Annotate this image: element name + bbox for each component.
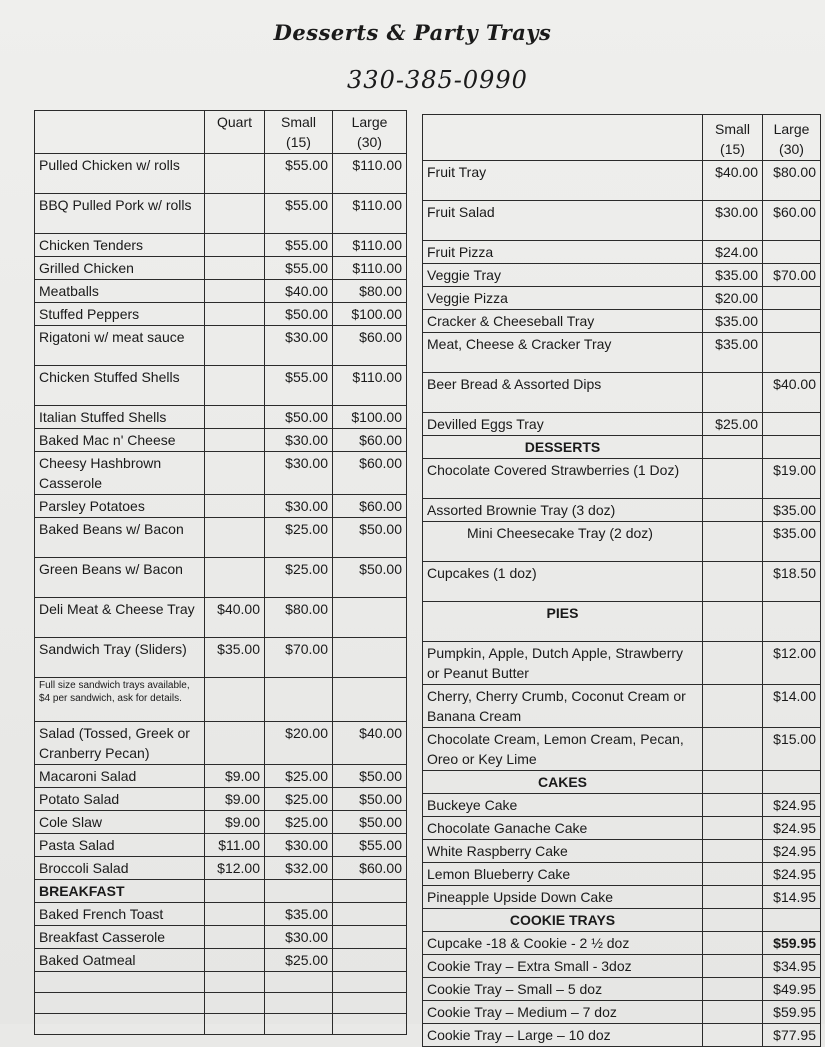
large-price: $12.00 — [763, 642, 821, 685]
table-row — [35, 280, 407, 303]
large-price: $110.00 — [333, 366, 407, 406]
table-row — [423, 499, 821, 522]
item-name: Italian Stuffed Shells — [35, 406, 205, 429]
item-name: Devilled Eggs Tray — [423, 413, 703, 436]
small-price: $40.00 — [265, 280, 333, 303]
quart-price — [205, 518, 265, 558]
large-price: $24.95 — [763, 840, 821, 863]
large-price: $34.95 — [763, 955, 821, 978]
item-name: Sandwich Tray (Sliders) — [35, 638, 205, 678]
large-price: $35.00 — [763, 522, 821, 562]
quart-price — [205, 722, 265, 765]
small-price: $25.00 — [265, 949, 333, 972]
table-row — [35, 1014, 407, 1035]
small-price: $30.00 — [265, 326, 333, 366]
small-price: $24.00 — [703, 241, 763, 264]
table-row — [35, 154, 407, 194]
item-name: Meatballs — [35, 280, 205, 303]
large-price — [333, 598, 407, 638]
small-price — [703, 978, 763, 1001]
item-name: PIES — [423, 602, 703, 642]
quart-price — [205, 903, 265, 926]
table-row — [423, 333, 821, 373]
large-price: $14.00 — [763, 685, 821, 728]
table-row — [423, 955, 821, 978]
table-row — [423, 436, 821, 459]
small-price: $25.00 — [265, 765, 333, 788]
table-row — [423, 373, 821, 413]
large-price: $50.00 — [333, 788, 407, 811]
table-row — [35, 811, 407, 834]
item-name: Baked Beans w/ Bacon — [35, 518, 205, 558]
item-name: Cracker & Cheeseball Tray — [423, 310, 703, 333]
small-price — [265, 1014, 333, 1035]
desserts-trays-table — [422, 114, 821, 1047]
table-row — [35, 406, 407, 429]
large-price: $15.00 — [763, 728, 821, 771]
item-name: Pasta Salad — [35, 834, 205, 857]
large-price: $110.00 — [333, 234, 407, 257]
large-price: $50.00 — [333, 518, 407, 558]
small-price: $50.00 — [265, 303, 333, 326]
quart-price: $9.00 — [205, 765, 265, 788]
quart-price — [205, 234, 265, 257]
item-name: Full size sandwich trays available, $4 per sandwich, ask for details. — [35, 678, 205, 722]
item-name: Pulled Chicken w/ rolls — [35, 154, 205, 194]
small-price: $25.00 — [265, 811, 333, 834]
small-price: $30.00 — [703, 201, 763, 241]
item-name: Cupcake -18 & Cookie - 2 ½ doz — [423, 932, 703, 955]
large-price: $60.00 — [333, 857, 407, 880]
table-row — [35, 452, 407, 495]
small-price — [265, 678, 333, 722]
large-price: $60.00 — [763, 201, 821, 241]
item-name: Veggie Pizza — [423, 287, 703, 310]
small-price: $70.00 — [265, 638, 333, 678]
small-price — [703, 1001, 763, 1024]
small-price: $50.00 — [265, 406, 333, 429]
item-name — [35, 972, 205, 993]
table-header-row — [35, 111, 407, 154]
column-header — [35, 111, 205, 154]
item-name: Veggie Tray — [423, 264, 703, 287]
item-name: Baked Oatmeal — [35, 949, 205, 972]
table-row — [423, 413, 821, 436]
table-row — [35, 429, 407, 452]
small-price: $55.00 — [265, 366, 333, 406]
item-name: Fruit Salad — [423, 201, 703, 241]
small-price: $25.00 — [265, 788, 333, 811]
small-price — [265, 880, 333, 903]
large-price: $110.00 — [333, 154, 407, 194]
item-name: Potato Salad — [35, 788, 205, 811]
item-name: Chicken Tenders — [35, 234, 205, 257]
small-price: $35.00 — [703, 264, 763, 287]
large-price — [333, 678, 407, 722]
table-row — [35, 678, 407, 722]
large-price: $18.50 — [763, 562, 821, 602]
table-row — [423, 817, 821, 840]
large-price: $35.00 — [763, 499, 821, 522]
large-price — [333, 903, 407, 926]
quart-price — [205, 949, 265, 972]
large-price — [333, 993, 407, 1014]
small-price — [703, 436, 763, 459]
item-name: Meat, Cheese & Cracker Tray — [423, 333, 703, 373]
item-name — [35, 993, 205, 1014]
small-price: $20.00 — [703, 287, 763, 310]
table-row — [35, 949, 407, 972]
item-name: Chicken Stuffed Shells — [35, 366, 205, 406]
table-row — [35, 366, 407, 406]
phone-number: 330-385-0990 — [347, 66, 528, 94]
column-header — [423, 115, 703, 161]
large-price: $14.95 — [763, 886, 821, 909]
item-name: Chocolate Ganache Cake — [423, 817, 703, 840]
large-price: $24.95 — [763, 794, 821, 817]
small-price — [265, 993, 333, 1014]
item-name: Rigatoni w/ meat sauce — [35, 326, 205, 366]
item-name: Pineapple Upside Down Cake — [423, 886, 703, 909]
small-price: $30.00 — [265, 495, 333, 518]
item-name: Grilled Chicken — [35, 257, 205, 280]
small-price: $55.00 — [265, 257, 333, 280]
item-name: Baked French Toast — [35, 903, 205, 926]
item-name: Breakfast Casserole — [35, 926, 205, 949]
item-name: Chocolate Covered Strawberries (1 Doz) — [423, 459, 703, 499]
table-row — [423, 642, 821, 685]
table-row — [423, 1001, 821, 1024]
large-price: $40.00 — [763, 373, 821, 413]
quart-price — [205, 406, 265, 429]
page-title: Desserts & Party Trays — [273, 20, 552, 45]
table-row — [423, 909, 821, 932]
quart-price — [205, 154, 265, 194]
item-name: DESSERTS — [423, 436, 703, 459]
quart-price — [205, 926, 265, 949]
table-row — [35, 834, 407, 857]
table-row — [423, 241, 821, 264]
large-price — [763, 287, 821, 310]
item-name: Salad (Tossed, Greek or Cranberry Pecan) — [35, 722, 205, 765]
large-price — [763, 413, 821, 436]
large-price: $80.00 — [763, 161, 821, 201]
quart-price — [205, 495, 265, 518]
small-price — [703, 909, 763, 932]
small-price — [703, 685, 763, 728]
large-price: $59.95 — [763, 932, 821, 955]
table-row — [423, 562, 821, 602]
large-price — [763, 436, 821, 459]
small-price — [703, 817, 763, 840]
small-price — [703, 771, 763, 794]
large-price — [333, 638, 407, 678]
quart-price — [205, 678, 265, 722]
item-name: Broccoli Salad — [35, 857, 205, 880]
table-row — [35, 993, 407, 1014]
item-name: Stuffed Peppers — [35, 303, 205, 326]
small-price — [703, 932, 763, 955]
large-price — [763, 333, 821, 373]
item-name: Beer Bread & Assorted Dips — [423, 373, 703, 413]
large-price — [763, 602, 821, 642]
large-price: $40.00 — [333, 722, 407, 765]
quart-price — [205, 257, 265, 280]
large-price: $77.95 — [763, 1024, 821, 1047]
item-name: Cookie Tray – Large – 10 doz — [423, 1024, 703, 1047]
large-price: $50.00 — [333, 811, 407, 834]
large-price — [763, 241, 821, 264]
table-row — [423, 522, 821, 562]
item-name — [35, 1014, 205, 1035]
large-price: $100.00 — [333, 406, 407, 429]
savory-trays-table — [34, 110, 407, 1035]
quart-price — [205, 194, 265, 234]
small-price: $25.00 — [265, 558, 333, 598]
item-name: COOKIE TRAYS — [423, 909, 703, 932]
item-name: Buckeye Cake — [423, 794, 703, 817]
small-price — [703, 562, 763, 602]
table-row — [35, 788, 407, 811]
table-row — [35, 326, 407, 366]
table-row — [35, 765, 407, 788]
quart-price — [205, 993, 265, 1014]
item-name: White Raspberry Cake — [423, 840, 703, 863]
item-name: Cole Slaw — [35, 811, 205, 834]
small-price — [703, 794, 763, 817]
large-price — [333, 949, 407, 972]
large-price: $60.00 — [333, 429, 407, 452]
small-price — [703, 840, 763, 863]
small-price: $30.00 — [265, 429, 333, 452]
item-name: Pumpkin, Apple, Dutch Apple, Strawberry or Peanut Butter — [423, 642, 703, 685]
small-price: $25.00 — [703, 413, 763, 436]
quart-price — [205, 880, 265, 903]
table-row — [35, 722, 407, 765]
large-price: $110.00 — [333, 194, 407, 234]
large-price — [763, 771, 821, 794]
table-row — [423, 310, 821, 333]
table-row — [423, 771, 821, 794]
small-price: $30.00 — [265, 452, 333, 495]
item-name: Cookie Tray – Extra Small - 3doz — [423, 955, 703, 978]
large-price: $55.00 — [333, 834, 407, 857]
quart-price — [205, 558, 265, 598]
item-name: Assorted Brownie Tray (3 doz) — [423, 499, 703, 522]
table-row — [423, 161, 821, 201]
quart-price — [205, 303, 265, 326]
table-row — [35, 903, 407, 926]
quart-price — [205, 280, 265, 303]
table-row — [423, 932, 821, 955]
item-name: Cheesy Hashbrown Casserole — [35, 452, 205, 495]
table-row — [423, 728, 821, 771]
quart-price: $9.00 — [205, 811, 265, 834]
large-price: $50.00 — [333, 765, 407, 788]
large-price: $70.00 — [763, 264, 821, 287]
small-price: $35.00 — [703, 310, 763, 333]
item-name: Deli Meat & Cheese Tray — [35, 598, 205, 638]
small-price: $55.00 — [265, 234, 333, 257]
item-name: Cookie Tray – Small – 5 doz — [423, 978, 703, 1001]
quart-price — [205, 366, 265, 406]
small-price: $20.00 — [265, 722, 333, 765]
small-price — [703, 459, 763, 499]
table-row — [423, 201, 821, 241]
table-row — [423, 1024, 821, 1047]
large-price: $19.00 — [763, 459, 821, 499]
quart-price — [205, 326, 265, 366]
item-name: Fruit Pizza — [423, 241, 703, 264]
table-row — [423, 685, 821, 728]
table-row — [35, 558, 407, 598]
large-price: $110.00 — [333, 257, 407, 280]
item-name: Lemon Blueberry Cake — [423, 863, 703, 886]
item-name: BBQ Pulled Pork w/ rolls — [35, 194, 205, 234]
small-price: $35.00 — [265, 903, 333, 926]
item-name: CAKES — [423, 771, 703, 794]
table-row — [35, 857, 407, 880]
large-price — [333, 972, 407, 993]
quart-price: $35.00 — [205, 638, 265, 678]
small-price: $80.00 — [265, 598, 333, 638]
item-name: Parsley Potatoes — [35, 495, 205, 518]
large-price: $80.00 — [333, 280, 407, 303]
small-price — [703, 863, 763, 886]
table-row — [423, 459, 821, 499]
small-price: $30.00 — [265, 834, 333, 857]
table-row — [35, 880, 407, 903]
item-name: Macaroni Salad — [35, 765, 205, 788]
quart-price — [205, 452, 265, 495]
table-row — [35, 234, 407, 257]
item-name: Mini Cheesecake Tray (2 doz) — [423, 522, 703, 562]
item-name: Fruit Tray — [423, 161, 703, 201]
large-price: $50.00 — [333, 558, 407, 598]
table-row — [35, 495, 407, 518]
small-price — [703, 373, 763, 413]
small-price — [265, 972, 333, 993]
large-price: $59.95 — [763, 1001, 821, 1024]
small-price: $25.00 — [265, 518, 333, 558]
column-header: Quart — [205, 111, 265, 154]
quart-price: $11.00 — [205, 834, 265, 857]
table-row — [35, 194, 407, 234]
large-price: $24.95 — [763, 817, 821, 840]
item-name: Cupcakes (1 doz) — [423, 562, 703, 602]
item-name: Green Beans w/ Bacon — [35, 558, 205, 598]
quart-price — [205, 1014, 265, 1035]
table-row — [423, 264, 821, 287]
table-row — [423, 863, 821, 886]
item-name: Chocolate Cream, Lemon Cream, Pecan, Oreo or Key Lime — [423, 728, 703, 771]
large-price: $60.00 — [333, 452, 407, 495]
item-name: Cherry, Cherry Crumb, Coconut Cream or Banana Cream — [423, 685, 703, 728]
quart-price — [205, 972, 265, 993]
large-price: $100.00 — [333, 303, 407, 326]
small-price: $40.00 — [703, 161, 763, 201]
item-name: BREAKFAST — [35, 880, 205, 903]
small-price — [703, 602, 763, 642]
small-price: $32.00 — [265, 857, 333, 880]
item-name: Baked Mac n' Cheese — [35, 429, 205, 452]
quart-price — [205, 429, 265, 452]
small-price — [703, 499, 763, 522]
large-price — [333, 926, 407, 949]
small-price — [703, 728, 763, 771]
column-header: Small (15) — [265, 111, 333, 154]
table-row — [35, 972, 407, 993]
table-row — [35, 926, 407, 949]
table-row — [35, 638, 407, 678]
table-row — [35, 303, 407, 326]
large-price — [333, 1014, 407, 1035]
quart-price: $40.00 — [205, 598, 265, 638]
column-header: Large (30) — [763, 115, 821, 161]
small-price — [703, 522, 763, 562]
large-price: $60.00 — [333, 495, 407, 518]
large-price — [763, 909, 821, 932]
table-row — [423, 978, 821, 1001]
small-price: $55.00 — [265, 194, 333, 234]
small-price — [703, 886, 763, 909]
small-price: $30.00 — [265, 926, 333, 949]
large-price: $49.95 — [763, 978, 821, 1001]
large-price — [333, 880, 407, 903]
table-row — [35, 257, 407, 280]
small-price — [703, 642, 763, 685]
large-price: $60.00 — [333, 326, 407, 366]
small-price — [703, 955, 763, 978]
table-row — [35, 518, 407, 558]
table-row — [423, 794, 821, 817]
large-price — [763, 310, 821, 333]
large-price: $24.95 — [763, 863, 821, 886]
quart-price: $12.00 — [205, 857, 265, 880]
table-row — [423, 287, 821, 310]
small-price: $55.00 — [265, 154, 333, 194]
table-header-row — [423, 115, 821, 161]
table-row — [423, 602, 821, 642]
item-name: Cookie Tray – Medium – 7 doz — [423, 1001, 703, 1024]
column-header: Large (30) — [333, 111, 407, 154]
small-price — [703, 1024, 763, 1047]
table-row — [423, 886, 821, 909]
table-row — [423, 840, 821, 863]
small-price: $35.00 — [703, 333, 763, 373]
column-header: Small (15) — [703, 115, 763, 161]
quart-price: $9.00 — [205, 788, 265, 811]
table-row — [35, 598, 407, 638]
